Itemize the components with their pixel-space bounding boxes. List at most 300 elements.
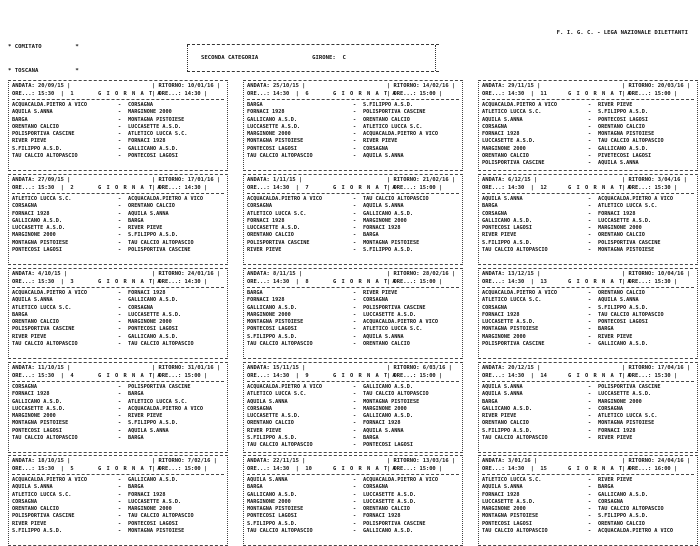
- match-separator: -: [353, 153, 357, 160]
- ritorno-time: | ORE...: 15:30 |: [622, 279, 678, 285]
- away-team: BARGA: [128, 435, 144, 442]
- round-block: [8, 455, 228, 546]
- home-team: FORNACI 1928: [482, 311, 520, 318]
- match-list: [482, 102, 695, 168]
- home-team: GALLICANO A.S.D.: [247, 304, 297, 311]
- andata-time: ORE...: 15:30 | 4: [12, 373, 74, 379]
- home-team: ORENTANO CALCIO: [247, 420, 294, 427]
- home-team: MONTAGNA PISTOIESE: [247, 319, 304, 326]
- match-separator: -: [588, 131, 592, 138]
- andata-date: ANDATA: 3/01/16 |: [482, 458, 538, 464]
- andata-date: ANDATA: 20/12/15 |: [482, 365, 541, 371]
- match-separator: -: [353, 239, 357, 246]
- away-team: TAU CALCIO ALTOPASCIO: [363, 391, 429, 398]
- match-row: [247, 391, 460, 398]
- away-team: CORSAGNA: [128, 102, 153, 108]
- match-separator: -: [353, 520, 357, 527]
- round-label: G I O R N A T A: [568, 373, 632, 379]
- home-team: PONTECOSI LAGOSI: [12, 247, 62, 254]
- away-team: RIVER PIEVE: [128, 413, 163, 420]
- match-separator: -: [118, 123, 122, 130]
- match-row: [12, 399, 225, 406]
- andata-date: ANDATA: 4/10/15 |: [12, 271, 68, 277]
- away-team: RIVER PIEVE: [363, 138, 398, 145]
- away-team: FORNACI 1928: [128, 290, 166, 296]
- andata-time: ORE...: 14:30 | 7: [247, 185, 309, 191]
- match-row: [12, 290, 225, 297]
- match-separator: -: [588, 225, 592, 232]
- home-team: GALLICANO A.S.D.: [12, 398, 62, 405]
- match-row: [247, 240, 460, 247]
- ritorno-date: | RITORNO: 10/01/16 |: [152, 83, 221, 89]
- round-label: G I O R N A T A: [333, 91, 397, 97]
- round-header: [482, 270, 694, 288]
- match-separator: -: [588, 232, 592, 239]
- match-separator: -: [353, 297, 357, 304]
- match-separator: -: [353, 102, 357, 108]
- match-list: [247, 290, 460, 348]
- home-team: LUCCASETTE A.S.D.: [482, 319, 536, 326]
- home-team: AQUILA S.ANNA: [482, 391, 523, 398]
- match-separator: -: [118, 506, 122, 513]
- match-separator: -: [353, 217, 357, 224]
- home-team: ATLETICO LUCCA S.C.: [12, 196, 72, 202]
- match-separator: -: [588, 217, 592, 224]
- home-team: BARGA: [247, 102, 263, 108]
- match-separator: -: [588, 247, 592, 254]
- away-team: S.FILIPPO A.S.D.: [128, 420, 178, 427]
- match-separator: -: [588, 290, 592, 296]
- match-separator: -: [353, 391, 357, 398]
- match-separator: -: [588, 528, 592, 535]
- match-separator: -: [118, 239, 122, 246]
- match-row: [482, 109, 695, 116]
- away-team: ORENTANO CALCIO: [363, 116, 410, 123]
- match-row: [247, 506, 460, 513]
- match-separator: -: [118, 420, 122, 427]
- away-team: FORNACI 1928: [128, 138, 166, 145]
- match-row: [247, 326, 460, 333]
- match-separator: -: [588, 138, 592, 145]
- match-row: [482, 428, 695, 435]
- away-team: ACQUACALDA.PIETRO A VICO: [363, 477, 438, 483]
- match-row: [482, 484, 695, 491]
- match-row: [482, 399, 695, 406]
- away-team: LUCCASETTE A.S.D.: [128, 498, 182, 505]
- match-row: [12, 297, 225, 304]
- round-header: [482, 82, 694, 100]
- match-list: [247, 102, 460, 160]
- match-row: [247, 341, 460, 348]
- home-team: MARGINONE 2000: [247, 311, 291, 318]
- andata-time: ORE...: 14:30 | 9: [247, 373, 309, 379]
- match-list: [247, 196, 460, 254]
- round-block: [8, 80, 228, 171]
- andata-date: ANDATA: 29/11/15 |: [482, 83, 541, 89]
- match-row: [12, 513, 225, 520]
- away-team: S.FILIPPO A.S.D.: [598, 513, 648, 520]
- away-team: AQUILA S.ANNA: [363, 333, 404, 340]
- home-team: ACQUACALDA.PIETRO A VICO: [482, 290, 557, 296]
- round-label: G I O R N A T A: [568, 185, 632, 191]
- match-row: [482, 477, 695, 484]
- home-team: POLISPORTIVA CASCINE: [247, 239, 310, 246]
- round-header: [247, 82, 459, 100]
- home-team: MONTAGNA PISTOIESE: [247, 506, 304, 513]
- federation-header: F. I. G. C. - LEGA NAZIONALE DILETTANTI: [556, 30, 688, 36]
- away-team: BARGA: [598, 484, 614, 491]
- match-separator: -: [588, 513, 592, 520]
- away-team: GALLICANO A.S.D.: [128, 477, 178, 483]
- home-team: MARGINONE 2000: [482, 333, 526, 340]
- match-row: [247, 117, 460, 124]
- match-row: [12, 413, 225, 420]
- home-team: ACQUACALDA.PIETRO A VICO: [482, 102, 557, 108]
- home-team: AQUILA S.ANNA: [247, 398, 288, 405]
- away-team: ATLETICO LUCCA S.C.: [363, 123, 423, 130]
- match-separator: -: [118, 384, 122, 390]
- round-header: [247, 457, 459, 475]
- home-team: AQUILA S.ANNA: [482, 384, 523, 390]
- match-separator: -: [353, 513, 357, 520]
- home-team: ATLETICO LUCCA S.C.: [482, 297, 542, 304]
- match-separator: -: [353, 435, 357, 442]
- match-row: [247, 211, 460, 218]
- andata-time: ORE...: 14:30 | 12: [482, 185, 547, 191]
- match-row: [247, 528, 460, 535]
- match-row: [482, 124, 695, 131]
- match-separator: -: [118, 203, 122, 210]
- home-team: ORENTANO CALCIO: [482, 420, 529, 427]
- match-separator: -: [588, 435, 592, 442]
- home-team: BARGA: [12, 116, 28, 123]
- away-team: FORNACI 1928: [363, 420, 401, 427]
- home-team: TAU CALCIO ALTOPASCIO: [247, 341, 313, 348]
- match-row: [12, 232, 225, 239]
- match-separator: -: [588, 109, 592, 116]
- andata-date: ANDATA: 15/11/15 |: [247, 365, 306, 371]
- match-row: [12, 102, 225, 109]
- andata-time: ORE...: 15:30 | 2: [12, 185, 74, 191]
- round-label: G I O R N A T A: [333, 466, 397, 472]
- away-team: BARGA: [128, 391, 144, 398]
- away-team: MONTAGNA PISTOIESE: [598, 420, 655, 427]
- match-separator: -: [588, 196, 592, 202]
- away-team: PONTECOSI LAGOSI: [598, 319, 648, 326]
- committee-header: [8, 27, 79, 83]
- match-row: [482, 406, 695, 413]
- away-team: MARGINONE 2000: [128, 109, 172, 116]
- match-separator: -: [118, 311, 122, 318]
- match-separator: -: [588, 153, 592, 160]
- away-team: RIVER PIEVE: [363, 290, 398, 296]
- home-team: RIVER PIEVE: [482, 413, 517, 420]
- match-separator: -: [353, 413, 357, 420]
- match-row: [247, 109, 460, 116]
- match-row: [482, 420, 695, 427]
- round-header: [247, 270, 459, 288]
- round-block: [478, 80, 698, 171]
- match-row: [482, 341, 695, 348]
- home-team: S.FILIPPO A.S.D.: [247, 435, 297, 442]
- home-team: LUCCASETTE A.S.D.: [482, 498, 536, 505]
- andata-time: ORE...: 15:30 | 5: [12, 466, 74, 472]
- round-header: [482, 457, 694, 475]
- home-team: ORENTANO CALCIO: [12, 319, 59, 326]
- match-row: [482, 506, 695, 513]
- home-team: CORSAGNA: [482, 123, 507, 130]
- ritorno-time: | ORE...: 15:00 |: [387, 466, 443, 472]
- home-team: MARGINONE 2000: [12, 413, 56, 420]
- match-separator: -: [353, 398, 357, 405]
- match-separator: -: [588, 498, 592, 505]
- away-team: S.FILIPPO A.S.D.: [363, 247, 413, 254]
- match-separator: -: [118, 341, 122, 348]
- ritorno-time: | ORE...: 14:30 |: [152, 185, 208, 191]
- home-team: CORSAGNA: [482, 304, 507, 311]
- home-team: PONTECOSI LAGOSI: [482, 225, 532, 232]
- away-team: AQUILA S.ANNA: [363, 203, 404, 210]
- home-team: BARGA: [482, 203, 498, 210]
- home-team: S.FILIPPO A.S.D.: [247, 333, 297, 340]
- home-team: TAU CALCIO ALTOPASCIO: [12, 435, 78, 442]
- match-row: [247, 413, 460, 420]
- match-list: [482, 384, 695, 442]
- match-separator: -: [588, 210, 592, 217]
- round-block: [243, 362, 463, 453]
- ritorno-date: | RITORNO: 28/02/16 |: [387, 271, 456, 277]
- away-team: LUCCASETTE A.S.D.: [128, 123, 182, 130]
- match-row: [12, 124, 225, 131]
- match-separator: -: [588, 427, 592, 434]
- round-header: [247, 364, 459, 382]
- match-separator: -: [353, 506, 357, 513]
- away-team: S.FILIPPO A.S.D.: [598, 109, 648, 116]
- committee-line: * COMITATO *: [8, 44, 79, 50]
- match-row: [12, 477, 225, 484]
- home-team: PONTECOSI LAGOSI: [482, 520, 532, 527]
- home-team: GALLICANO A.S.D.: [247, 116, 297, 123]
- away-team: RIVER PIEVE: [598, 435, 633, 442]
- match-row: [482, 413, 695, 420]
- away-team: BARGA: [128, 484, 144, 491]
- andata-date: ANDATA: 20/09/15 |: [12, 83, 71, 89]
- match-row: [247, 420, 460, 427]
- away-team: POLISPORTIVA CASCINE: [128, 247, 191, 254]
- home-team: TAU CALCIO ALTOPASCIO: [482, 247, 548, 254]
- match-separator: -: [118, 109, 122, 116]
- match-row: [12, 341, 225, 348]
- match-separator: -: [118, 398, 122, 405]
- home-team: FORNACI 1928: [482, 491, 520, 498]
- home-team: PONTECOSI LAGOSI: [247, 145, 297, 152]
- home-team: ORENTANO CALCIO: [247, 232, 294, 239]
- home-team: S.FILIPPO A.S.D.: [247, 520, 297, 527]
- home-team: TAU CALCIO ALTOPASCIO: [12, 341, 78, 348]
- match-separator: -: [353, 131, 357, 138]
- away-team: CORSAGNA: [363, 297, 388, 304]
- andata-time: ORE...: 15:30 | 1: [12, 91, 74, 97]
- away-team: TAU CALCIO ALTOPASCIO: [128, 239, 194, 246]
- andata-time: ORE...: 14:30 | 15: [482, 466, 547, 472]
- home-team: MONTAGNA PISTOIESE: [12, 420, 69, 427]
- match-separator: -: [588, 341, 592, 348]
- home-team: LUCCASETTE A.S.D.: [12, 225, 66, 232]
- away-team: RIVER PIEVE: [598, 333, 633, 340]
- match-separator: -: [353, 384, 357, 390]
- home-team: S.FILIPPO A.S.D.: [12, 145, 62, 152]
- match-separator: -: [118, 528, 122, 535]
- round-block: [478, 362, 698, 453]
- home-team: CORSAGNA: [12, 203, 37, 210]
- match-separator: -: [588, 391, 592, 398]
- match-row: [12, 506, 225, 513]
- away-team: GALLICANO A.S.D.: [363, 210, 413, 217]
- match-separator: -: [588, 405, 592, 412]
- away-team: CORSAGNA: [363, 145, 388, 152]
- match-separator: -: [588, 420, 592, 427]
- match-row: [247, 124, 460, 131]
- away-team: RIVER PIEVE: [128, 225, 163, 232]
- match-separator: -: [118, 319, 122, 326]
- match-separator: -: [118, 405, 122, 412]
- away-team: CORSAGNA: [598, 498, 623, 505]
- match-row: [247, 484, 460, 491]
- home-team: MONTAGNA PISTOIESE: [12, 239, 69, 246]
- away-team: ORENTANO CALCIO: [598, 232, 645, 239]
- match-row: [12, 428, 225, 435]
- match-separator: -: [118, 210, 122, 217]
- match-row: [12, 334, 225, 341]
- round-header: [12, 457, 224, 475]
- andata-date: ANDATA: 11/10/15 |: [12, 365, 71, 371]
- match-separator: -: [588, 491, 592, 498]
- home-team: TAU CALCIO ALTOPASCIO: [247, 442, 313, 449]
- match-separator: -: [118, 427, 122, 434]
- round-header: [12, 270, 224, 288]
- round-block: [8, 268, 228, 359]
- home-team: CORSAGNA: [12, 384, 37, 390]
- away-team: ACQUACALDA.PIETRO A VICO: [598, 528, 673, 535]
- away-team: LUCCASETTE A.S.D.: [363, 491, 417, 498]
- ritorno-time: | ORE...: 15:00 |: [387, 91, 443, 97]
- andata-date: ANDATA: 1/11/15 |: [247, 177, 303, 183]
- home-team: POLISPORTIVA CASCINE: [482, 160, 545, 167]
- ritorno-time: | ORE...: 14:30 |: [152, 91, 208, 97]
- away-team: TAU CALCIO ALTOPASCIO: [598, 506, 664, 513]
- home-team: CORSAGNA: [12, 498, 37, 505]
- andata-date: ANDATA: 22/11/15 |: [247, 458, 306, 464]
- home-team: RIVER PIEVE: [482, 232, 517, 239]
- match-separator: -: [588, 239, 592, 246]
- match-separator: -: [588, 520, 592, 527]
- home-team: LUCCASETTE A.S.D.: [247, 413, 301, 420]
- home-team: LUCCASETTE A.S.D.: [247, 123, 301, 130]
- match-separator: -: [118, 435, 122, 442]
- home-team: POLISPORTIVA CASCINE: [12, 326, 75, 333]
- away-team: AQUILA S.ANNA: [363, 427, 404, 434]
- match-separator: -: [353, 484, 357, 491]
- home-team: MARGINONE 2000: [482, 506, 526, 513]
- match-separator: -: [118, 290, 122, 296]
- home-team: RIVER PIEVE: [12, 333, 47, 340]
- away-team: LUCCASETTE A.S.D.: [128, 311, 182, 318]
- match-separator: -: [118, 116, 122, 123]
- home-team: AQUILA S.ANNA: [247, 477, 288, 483]
- away-team: GALLICANO A.S.D.: [128, 297, 178, 304]
- match-separator: -: [118, 196, 122, 202]
- away-team: POLISPORTIVA CASCINE: [128, 384, 191, 390]
- away-team: FORNACI 1928: [363, 513, 401, 520]
- ritorno-time: | ORE...: 15:00 |: [387, 185, 443, 191]
- ritorno-time: | ORE...: 15:30 |: [622, 373, 678, 379]
- home-team: PONTECOSI LAGOSI: [247, 513, 297, 520]
- away-team: MARGINONE 2000: [128, 506, 172, 513]
- match-separator: -: [353, 341, 357, 348]
- away-team: ACQUACALDA.PIETRO A VICO: [598, 196, 673, 202]
- match-row: [247, 131, 460, 138]
- home-team: FORNACI 1928: [247, 217, 285, 224]
- match-row: [12, 117, 225, 124]
- away-team: AQUILA S.ANNA: [128, 427, 169, 434]
- match-separator: -: [588, 413, 592, 420]
- away-team: S.FILIPPO A.S.D.: [128, 232, 178, 239]
- match-separator: -: [353, 196, 357, 202]
- home-team: MONTAGNA PISTOIESE: [247, 138, 304, 145]
- match-separator: -: [353, 491, 357, 498]
- match-row: [482, 305, 695, 312]
- home-team: POLISPORTIVA CASCINE: [12, 131, 75, 138]
- match-separator: -: [353, 247, 357, 254]
- region-line: * TOSCANA *: [8, 68, 79, 74]
- match-separator: -: [118, 484, 122, 491]
- match-separator: -: [588, 203, 592, 210]
- round-block: [478, 174, 698, 265]
- match-row: [247, 218, 460, 225]
- home-team: ACQUACALDA.PIETRO A VICO: [12, 102, 87, 108]
- match-separator: -: [353, 326, 357, 333]
- away-team: LUCCASETTE A.S.D.: [598, 391, 652, 398]
- match-separator: -: [353, 311, 357, 318]
- home-team: BARGA: [247, 290, 263, 296]
- away-team: GALLICANO A.S.D.: [363, 413, 413, 420]
- round-block: [478, 455, 698, 546]
- away-team: PONTECOSI LAGOSI: [128, 153, 178, 160]
- away-team: TAU CALCIO ALTOPASCIO: [363, 196, 429, 202]
- home-team: ATLETICO LUCCA S.C.: [12, 491, 72, 498]
- home-team: GALLICANO A.S.D.: [12, 217, 62, 224]
- match-row: [247, 319, 460, 326]
- match-separator: -: [588, 333, 592, 340]
- home-team: FORNACI 1928: [12, 391, 50, 398]
- match-separator: -: [353, 232, 357, 239]
- match-row: [482, 297, 695, 304]
- match-row: [247, 442, 460, 449]
- match-row: [482, 203, 695, 210]
- ritorno-time: | ORE...: 16:00 |: [622, 466, 678, 472]
- category-label: SECONDA CATEGORIA: [201, 55, 259, 61]
- category-title: [201, 55, 346, 61]
- home-team: ATLETICO LUCCA S.C.: [247, 391, 307, 398]
- home-team: FORNACI 1928: [247, 109, 285, 116]
- match-separator: -: [588, 506, 592, 513]
- match-row: [12, 521, 225, 528]
- away-team: GALLICANO A.S.D.: [598, 341, 648, 348]
- away-team: AQUILA S.ANNA: [128, 210, 169, 217]
- match-separator: -: [353, 304, 357, 311]
- home-team: PONTECOSI LAGOSI: [12, 427, 62, 434]
- home-team: ATLETICO LUCCA S.C.: [12, 304, 72, 311]
